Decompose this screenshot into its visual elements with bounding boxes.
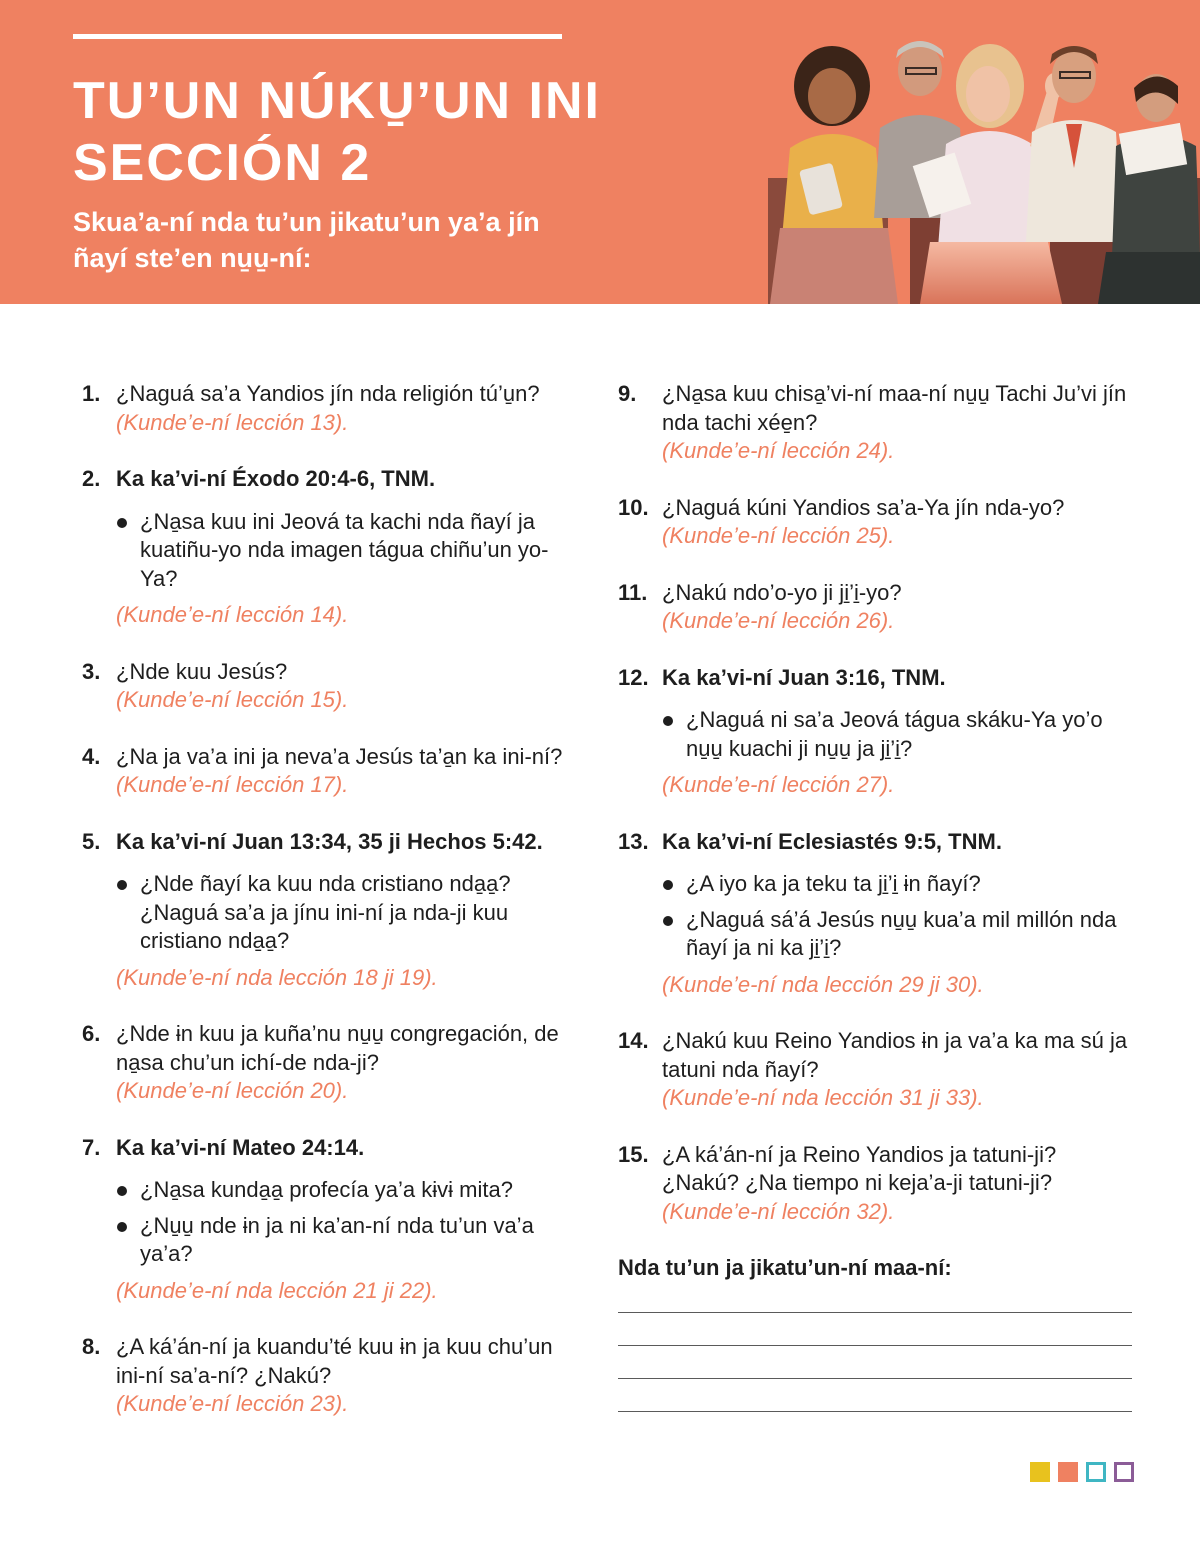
orange-square-icon <box>1058 1462 1078 1482</box>
question-7 <box>82 1134 582 1306</box>
question-text: ¿Naguá sa’a Yandios jín nda religión tú’u̱n? <box>116 381 540 406</box>
lesson-reference: (Kunde’e-ní nda lección 31 ji 33). <box>662 1085 984 1110</box>
question-number: 3. <box>82 658 101 684</box>
notes-line[interactable] <box>618 1378 1132 1379</box>
page-title <box>73 70 601 194</box>
question-text: Ka ka’vi-ní Eclesiastés 9:5, TNM. <box>662 828 1002 854</box>
lesson-reference: (Kunde’e-ní nda lección 21 ji 22). <box>116 1277 438 1303</box>
question-text: ¿A ká’án-ní ja Reino Yandios ja tatuni-ji? ¿Nakú? ¿Na tiempo ni keja’a-ji tatuni-ji? <box>662 1141 1057 1195</box>
question-5 <box>82 828 582 993</box>
question-text: ¿Nde kuu Jesús? <box>116 658 288 684</box>
bullet-list <box>116 508 582 594</box>
people-illustration <box>760 28 1200 304</box>
question-6 <box>82 1020 582 1106</box>
question-number: 2. <box>82 466 101 491</box>
header-rule <box>73 34 562 39</box>
notes-section <box>618 1254 1138 1412</box>
question-number: 11. <box>618 579 648 605</box>
question-number: 4. <box>82 743 101 769</box>
questions-column-left <box>82 380 582 1447</box>
question-2 <box>82 465 582 630</box>
lesson-reference: (Kunde’e-ní lección 25). <box>662 523 895 548</box>
question-number: 13. <box>618 828 649 854</box>
question-15 <box>618 1141 1138 1227</box>
question-text: ¿Na̱sa kuu chisa̱’vi-ní maa-ní nu̱u̱ Tachi Ju’vi jín nda tachi xée̱n? <box>662 381 1127 435</box>
question-number: 1. <box>82 381 101 406</box>
lesson-reference: (Kunde’e-ní lección 20). <box>116 1078 349 1103</box>
question-4 <box>82 743 582 800</box>
lesson-reference: (Kunde’e-ní lección 14). <box>116 602 349 627</box>
question-text: ¿Naguá kúni Yandios sa’a-Ya jín nda-yo? <box>662 494 1065 520</box>
page-header <box>0 0 1200 304</box>
question-number: 12. <box>618 664 649 690</box>
yellow-square-icon <box>1030 1462 1050 1482</box>
notes-line[interactable] <box>618 1411 1132 1412</box>
bullet-item: ¿Naguá ni sa’a Jeová tágua skáku-Ya yo’o nu̱u̱ kuachi ji nu̱u̱ ja ji̱’i̱? <box>662 706 1138 763</box>
bullet-item: ¿Na̱sa kunda̱a̱ profecía ya’a kɨvɨ mita? <box>116 1176 582 1205</box>
bullet-item: ¿Nu̱u̱ nde ɨn ja ni ka’an-ní nda tu’un va’a ya’a? <box>116 1212 582 1269</box>
question-number: 9. <box>618 381 637 406</box>
question-number: 7. <box>82 1134 101 1160</box>
bullet-list <box>116 1176 582 1269</box>
lesson-reference: (Kunde’e-ní lección 15). <box>116 687 349 712</box>
lesson-reference: (Kunde’e-ní lección 26). <box>662 608 895 633</box>
question-1 <box>82 380 582 437</box>
question-number: 6. <box>82 1021 101 1046</box>
question-number: 5. <box>82 828 101 854</box>
question-text: Ka ka’vi-ní Juan 13:34, 35 ji Hechos 5:42. <box>116 828 543 854</box>
question-number: 8. <box>82 1334 101 1359</box>
bullet-list <box>662 706 1138 763</box>
question-number: 10. <box>618 494 649 520</box>
page-title-line-2: SECCIÓN 2 <box>73 134 372 192</box>
lesson-reference: (Kunde’e-ní lección 32). <box>662 1198 895 1224</box>
lesson-reference: (Kunde’e-ní lección 13). <box>116 409 349 435</box>
page-subtitle: Skua’a-ní nda tu’un jikatu’un ya’a jín ñayí ste’en nu̱u̱-ní: <box>73 207 540 273</box>
bullet-item: ¿Na̱sa kuu ini Jeová ta kachi nda ñayí ja kuatiñu-yo nda imagen tágua chiñu’un yo-Ya? <box>116 508 582 594</box>
purple-square-outline-icon <box>1114 1462 1134 1482</box>
question-11 <box>618 579 1138 636</box>
question-text: ¿A ká’án-ní ja kuandu’té kuu ɨn ja kuu chu’un ini-ní sa’a-ní? ¿Nakú? <box>116 1334 553 1388</box>
question-text: Ka ka’vi-ní Mateo 24:14. <box>116 1134 365 1160</box>
question-12 <box>618 664 1138 800</box>
question-14 <box>618 1027 1138 1113</box>
bullet-item: ¿Nde ñayí ka kuu nda cristiano nda̱a̱? ¿Naguá sa’a ja jínu ini-ní ja nda-ji kuu cristiano nda̱a̱? <box>116 870 582 956</box>
lesson-reference: (Kunde’e-ní lección 27). <box>662 772 895 797</box>
lesson-reference: (Kunde’e-ní nda lección 29 ji 30). <box>662 971 984 997</box>
lesson-reference: (Kunde’e-ní lección 17). <box>116 772 349 797</box>
question-text: ¿Nde ɨn kuu ja kuña’nu nu̱u̱ congregación, de na̱sa chu’un ichí-de nda-ji? <box>116 1021 559 1075</box>
teal-square-outline-icon <box>1086 1462 1106 1482</box>
notes-line[interactable] <box>618 1312 1132 1313</box>
notes-line[interactable] <box>618 1345 1132 1346</box>
question-text: ¿Nakú kuu Reino Yandios ɨn ja va’a ka ma sú ja tatuni nda ñayí? <box>662 1028 1128 1082</box>
question-13 <box>618 828 1138 1000</box>
lesson-reference: (Kunde’e-ní lección 24). <box>662 438 895 463</box>
question-text: Ka ka’vi-ní Éxodo 20:4-6, TNM. <box>116 466 436 491</box>
bullet-item: ¿A iyo ka ja teku ta ji̱’i̱ ɨn ñayí? <box>662 870 1138 899</box>
lesson-reference: (Kunde’e-ní nda lección 18 ji 19). <box>116 964 438 990</box>
question-number: 14. <box>618 1028 649 1053</box>
page-title-line-1: TU’UN NÚKU̱’UN INI <box>73 72 601 130</box>
notes-heading: Nda tu’un ja jikatu’un-ní maa-ní: <box>618 1255 952 1280</box>
question-text: ¿Nakú ndo’o-yo ji ji̱’i̱-yo? <box>662 579 902 605</box>
lesson-reference: (Kunde’e-ní lección 23). <box>116 1391 349 1416</box>
question-9 <box>618 380 1138 466</box>
bullet-list <box>116 870 582 956</box>
bullet-list <box>662 870 1138 963</box>
question-text: Ka ka’vi-ní Juan 3:16, TNM. <box>662 664 946 690</box>
question-10 <box>618 494 1138 551</box>
question-8 <box>82 1333 582 1419</box>
question-text: ¿Na ja va’a ini ja neva’a Jesús ta’a̱n ka ini-ní? <box>116 743 563 769</box>
question-number: 15. <box>618 1141 649 1167</box>
question-3 <box>82 658 582 715</box>
questions-column-right <box>618 380 1138 1412</box>
bullet-item: ¿Naguá sá’á Jesús nu̱u̱ kua’a mil millón nda ñayí ja ni ka ji̱’i̱? <box>662 906 1138 963</box>
